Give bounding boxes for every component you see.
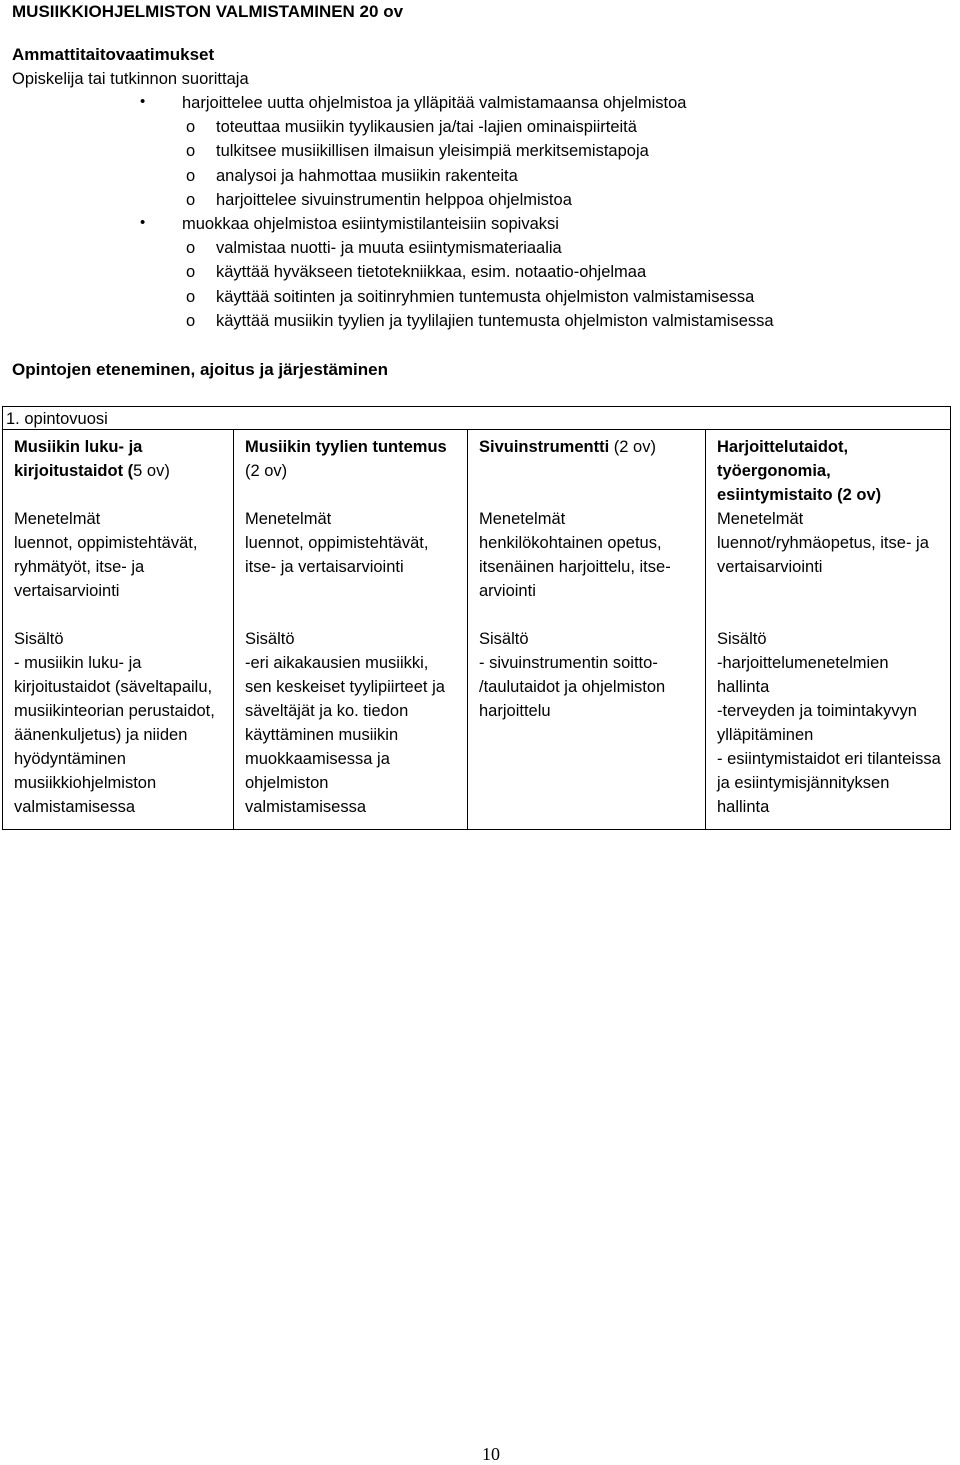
content-line: muokkaamisessa ja: [245, 750, 390, 768]
course-credits: (2 ov): [245, 462, 288, 480]
methods-line: luennot/ryhmäopetus, itse- ja: [717, 534, 929, 552]
requirement-subitem: [186, 166, 518, 186]
content-line: äänenkuljetus) ja niiden: [14, 726, 188, 744]
bullet-icon: •: [140, 214, 146, 231]
bullet-icon: •: [140, 93, 146, 110]
content-section: [479, 627, 699, 723]
methods-line: luennot, oppimistehtävät,: [245, 534, 429, 552]
course-column: [468, 430, 706, 830]
content-line: /taulutaidot ja ohjelmiston: [479, 678, 666, 696]
course-title: [245, 435, 461, 507]
methods-line: vertaisarviointi: [717, 558, 823, 576]
requirement-text: käyttää soitinten ja soitinryhmien tuntemusta ohjelmiston valmistamisessa: [216, 287, 755, 306]
requirement-text: analysoi ja hahmottaa musiikin rakenteita: [216, 166, 518, 185]
page-number: 10: [482, 1444, 500, 1464]
requirement-item: [140, 93, 687, 113]
circle-bullet-icon: o: [186, 190, 196, 209]
methods-heading: Menetelmät: [717, 510, 804, 528]
circle-bullet-icon: o: [186, 118, 196, 137]
circle-bullet-icon: o: [186, 166, 196, 185]
content-line: hallinta: [717, 678, 770, 696]
content-line: sen keskeiset tyylipiirteet ja: [245, 678, 445, 696]
content-heading: Sisältö: [245, 630, 295, 648]
circle-bullet-icon: o: [186, 239, 196, 258]
course-title: [479, 435, 699, 507]
content-line: -terveyden ja toimintakyvyn: [717, 702, 917, 720]
circle-bullet-icon: o: [186, 142, 196, 161]
content-line: valmistamisessa: [245, 798, 367, 816]
content-line: ylläpitäminen: [717, 726, 814, 744]
course-title-line: Sivuinstrumentti: [479, 438, 610, 456]
course-column: [3, 430, 234, 830]
requirement-text: valmistaa nuotti- ja muuta esiintymismateriaalia: [216, 239, 562, 258]
methods-section: [717, 507, 944, 627]
methods-heading: Menetelmät: [14, 510, 101, 528]
methods-line: itsenäinen harjoittelu, itse-: [479, 558, 671, 576]
content-section: [717, 627, 944, 819]
course-title-line: työergonomia,: [717, 462, 831, 480]
methods-heading: Menetelmät: [479, 510, 566, 528]
content-line: harjoittelu: [479, 702, 551, 720]
content-line: säveltäjät ja ko. tiedon: [245, 702, 409, 720]
requirement-text: käyttää musiikin tyylien ja tyylilajien tuntemusta ohjelmiston valmistamisessa: [216, 311, 774, 330]
content-line: -harjoittelumenetelmien: [717, 654, 889, 672]
content-section: [14, 627, 227, 819]
requirement-subitem: [186, 239, 562, 258]
content-line: musiikinteorian perustaidot,: [14, 702, 215, 720]
course-title: [14, 435, 227, 507]
requirements-intro: Opiskelija tai tutkinnon suorittaja: [12, 70, 249, 88]
requirement-text: toteuttaa musiikin tyylikausien ja/tai -lajien ominaispiirteitä: [216, 118, 637, 137]
methods-line: vertaisarviointi: [14, 582, 120, 600]
circle-bullet-icon: o: [186, 263, 196, 282]
methods-section: [245, 507, 461, 627]
methods-line: itse- ja vertaisarviointi: [245, 558, 404, 576]
circle-bullet-icon: o: [186, 311, 196, 330]
content-line: - musiikin luku- ja: [14, 654, 142, 672]
requirement-subitem: [186, 287, 755, 307]
content-line: -eri aikakausien musiikki,: [245, 654, 429, 672]
content-line: ohjelmiston: [245, 774, 329, 792]
course-column: [234, 430, 468, 830]
content-line: - esiintymistaidot eri tilanteissa: [717, 750, 941, 768]
content-heading: Sisältö: [479, 630, 529, 648]
course-credits: (2 ov): [609, 438, 656, 456]
content-line: käyttäminen musiikin: [245, 726, 399, 744]
course-title-line: esiintymistaito (2 ov): [717, 486, 882, 504]
course-title-line: Harjoittelutaidot,: [717, 438, 849, 456]
course-title-line: Musiikin tyylien tuntemus: [245, 438, 447, 456]
requirement-text: harjoittelee sivuinstrumentin helppoa ohjelmistoa: [216, 190, 572, 209]
requirement-text: tulkitsee musiikillisen ilmaisun yleisimpiä merkitsemistapoja: [216, 142, 649, 161]
content-heading: Sisältö: [14, 630, 64, 648]
requirement-subitem: [186, 311, 774, 331]
requirements-heading: Ammattitaitovaatimukset: [12, 45, 215, 64]
methods-line: luennot, oppimistehtävät,: [14, 534, 198, 552]
content-section: [245, 627, 461, 819]
requirement-text: käyttää hyväkseen tietotekniikkaa, esim. notaatio-ohjelmaa: [216, 263, 647, 282]
requirement-subitem: [186, 263, 647, 282]
methods-line: arviointi: [479, 582, 536, 600]
methods-line: ryhmätyöt, itse- ja: [14, 558, 145, 576]
course-title-line: kirjoitustaidot (: [14, 462, 134, 480]
content-line: ja esiintymisjännityksen: [717, 774, 890, 792]
methods-line: henkilökohtainen opetus,: [479, 534, 662, 552]
document-title: MUSIIKKIOHJELMISTON VALMISTAMINEN 20 ov: [12, 2, 404, 21]
content-heading: Sisältö: [717, 630, 767, 648]
content-line: hallinta: [717, 798, 770, 816]
content-line: hyödyntäminen: [14, 750, 126, 768]
content-line: valmistamisessa: [14, 798, 136, 816]
requirement-subitem: [186, 118, 637, 137]
requirement-text: muokkaa ohjelmistoa esiintymistilanteisiin sopivaksi: [182, 215, 559, 233]
requirement-item: [140, 214, 559, 234]
course-column: [706, 430, 951, 830]
requirement-subitem: [186, 190, 572, 210]
methods-heading: Menetelmät: [245, 510, 332, 528]
methods-section: [479, 507, 699, 627]
progress-heading: Opintojen eteneminen, ajoitus ja järjestäminen: [12, 360, 388, 379]
study-plan-table: [2, 406, 951, 830]
content-line: musiikkiohjelmiston: [14, 774, 157, 792]
methods-section: [14, 507, 227, 627]
requirement-text: harjoittelee uutta ohjelmistoa ja ylläpitää valmistamaansa ohjelmistoa: [182, 94, 687, 112]
course-title-line: Musiikin luku- ja: [14, 438, 143, 456]
year-label: 1. opintovuosi: [3, 407, 951, 430]
content-line: kirjoitustaidot (säveltapailu,: [14, 678, 213, 696]
course-title: [717, 435, 944, 507]
requirement-subitem: [186, 142, 649, 161]
course-credits: 5 ov): [133, 462, 170, 480]
circle-bullet-icon: o: [186, 287, 196, 306]
content-line: - sivuinstrumentin soitto-: [479, 654, 658, 672]
